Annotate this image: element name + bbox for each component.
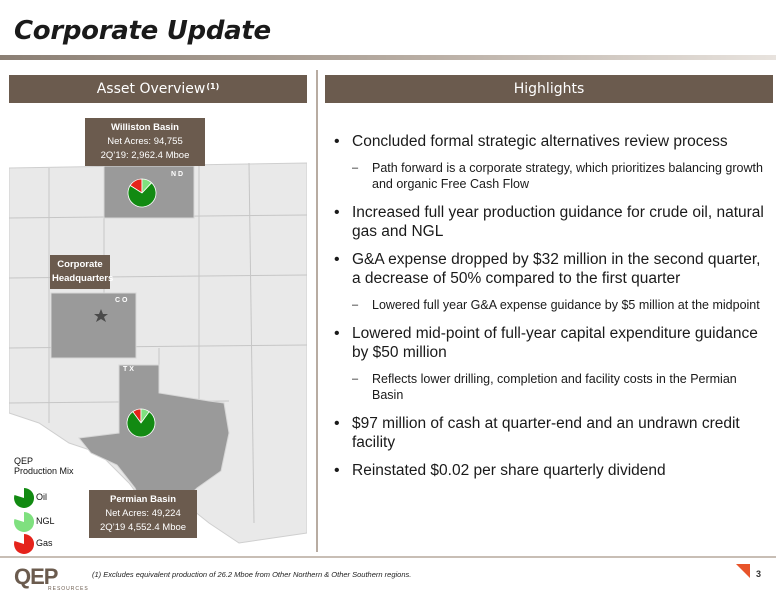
highlight-item: • G&A expense dropped by $32 million in the second quarter, a decrease of 50% compared to the first quarter [332,250,768,288]
highlights-header [325,75,773,103]
asset-overview-header-label: Asset Overview [96,81,206,97]
highlight-subitem: – Reflects lower drilling, completion and facility costs in the Permian Basin [332,371,768,403]
highlight-item: • $97 million of cash at quarter-end and an undrawn credit facility [332,414,768,452]
legend-ngl-label: NGL [36,516,55,526]
highlight-subitem: – Path forward is a corporate strategy, which prioritizes balancing growth and organic Free Cash Flow [332,160,768,192]
asset-overview-footnote-ref: (1) [206,81,220,91]
permian-name: Permian Basin [110,494,176,505]
williston-name: Williston Basin [110,122,179,133]
nd-state-label: ND [171,171,186,178]
legend-oil-label: Oil [36,492,47,502]
williston-acres: Net Acres: 94,755 [107,136,183,147]
qep-logo [14,564,94,592]
williston-production: 2Q’19: 2,962.4 Mboe [100,150,190,161]
tx-state-label: TX [123,366,136,373]
williston-production-pie [128,179,156,207]
title-rule [0,55,776,60]
highlight-subitem: – Lowered full year G&A expense guidance by $5 million at the midpoint [332,297,768,313]
co-state-label: CO [115,297,130,304]
asset-map [9,103,307,553]
williston-basin-callout [85,118,205,166]
asset-overview-header [9,75,307,103]
highlights-header-label: Highlights [513,81,585,97]
permian-production: 2Q’19 4,552.4 Mboe [99,522,187,533]
footnote: (1) Excludes equivalent production of 26.2 Mboe from Other Northern & Other Southern regions. [92,570,412,579]
highlight-item: • Lowered mid-point of full-year capital expenditure guidance by $50 million [332,324,768,362]
logo-subtext: RESOURCES [48,586,89,592]
hq-line2: Headquarters [52,273,114,284]
logo-wordmark: QEP [14,564,58,589]
page-number: 3 [756,569,762,579]
legend-title: QEP Production Mix [14,456,74,476]
legend-gas-label: Gas [36,538,53,548]
permian-production-pie [127,409,155,437]
highlight-item: • Reinstated $0.02 per share quarterly dividend [332,461,768,480]
page-title: Corporate Update [14,16,271,46]
production-mix-legend [14,456,94,548]
highlight-item: • Concluded formal strategic alternatives review process [332,132,768,151]
corporate-hq-callout [50,255,114,289]
oil-legend-icon [14,488,34,508]
permian-acres: Net Acres: 49,224 [105,508,181,519]
ngl-legend-icon [14,512,34,532]
gas-legend-icon [14,534,34,554]
permian-basin-callout [89,490,197,538]
panel-divider [316,70,318,552]
highlight-item: • Increased full year production guidance for crude oil, natural gas and NGL [332,203,768,241]
hq-line1: Corporate [57,259,103,270]
highlights-list [332,132,768,489]
footer-rule [0,556,776,558]
page-corner-accent [736,564,750,578]
